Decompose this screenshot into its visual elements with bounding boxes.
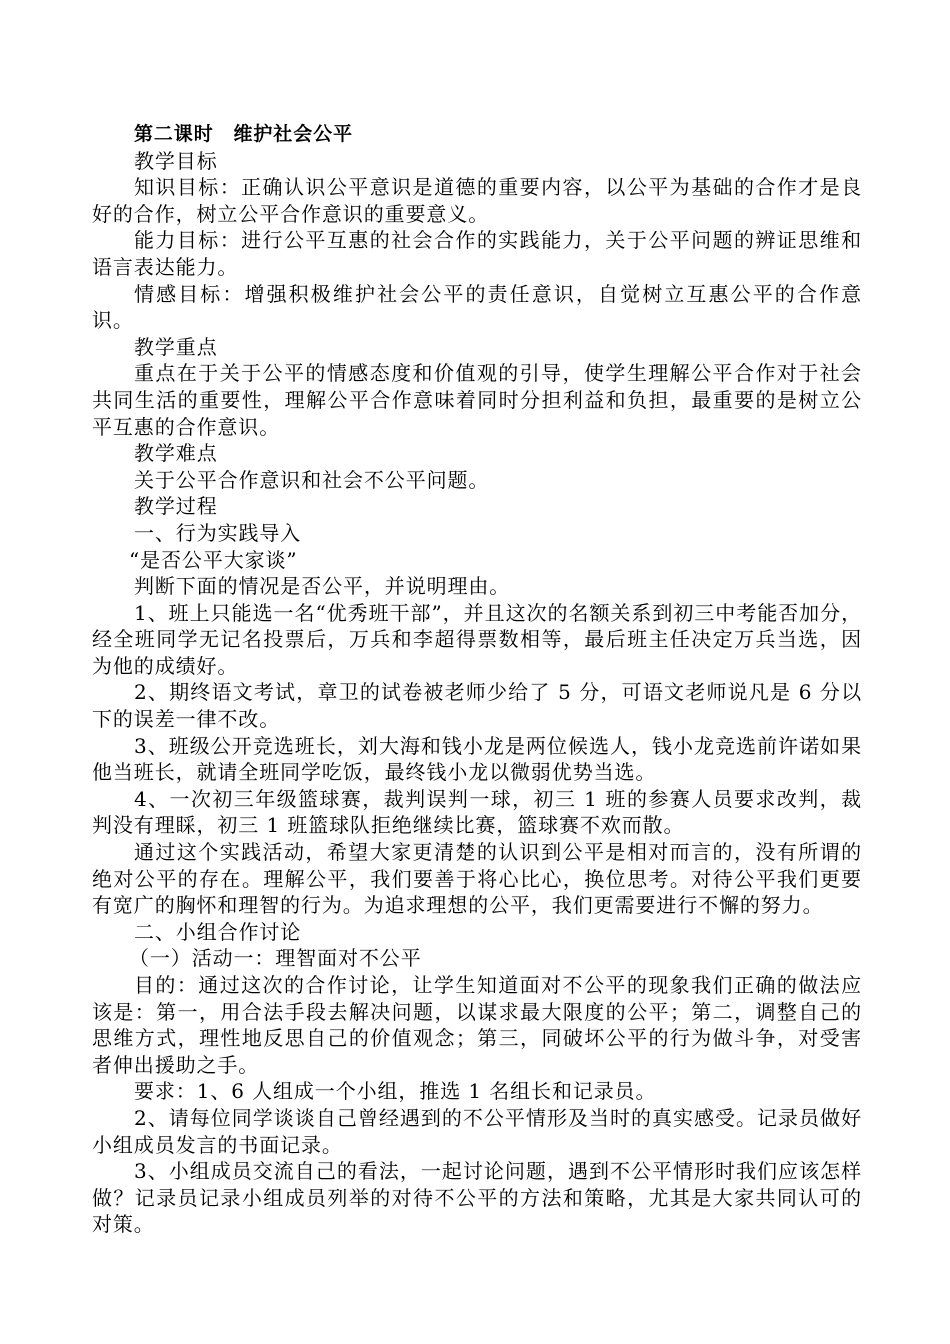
activity-one-heading: （一）活动一：理智面对不公平 [129, 946, 422, 971]
case-item-1: 1、班上只能选一名“优秀班干部”，并且这次的名额关系到初三中考能否加分，经全班同学无记名投票后，万兵和李超得票数相等，最后班主任决定万兵当选，因为他的成绩好。 [92, 600, 862, 678]
ability-goal: 能力目标：进行公平互惠的社会合作的实践能力，关于公平问题的辨证思维和语言表达能力。 [92, 228, 862, 279]
case-item-4: 4、一次初三年级篮球赛，裁判误判一球，初三 1 班的参赛人员要求改判，裁判没有理睬，初三 1 班篮球队拒绝继续比赛，篮球赛不欢而散。 [92, 786, 862, 838]
emotion-goal: 情感目标：增强积极维护社会公平的责任意识，自觉树立互惠公平的合作意识。 [92, 281, 862, 333]
case-item-2: 2、期终语文考试，章卫的试卷被老师少给了 5 分，可语文老师说凡是 6 分以下的误差一律不改。 [92, 680, 862, 732]
document-page [92, 121, 862, 1238]
heading-difficulties: 教学难点 [134, 441, 218, 466]
difficulties-text: 关于公平合作意识和社会不公平问题。 [134, 467, 490, 492]
heading-process: 教学过程 [134, 494, 218, 519]
requirement-1: 要求：1、6 人组成一个小组，推选 1 名组长和记录员。 [134, 1079, 657, 1104]
key-points-text: 重点在于关于公平的情感态度和价值观的引导，使学生理解公平合作对于社会共同生活的重要性，理解公平合作意味着同时分担利益和负担，最重要的是树立公平互惠的合作意识。 [92, 361, 862, 439]
instruction-text: 判断下面的情况是否公平，并说明理由。 [134, 574, 511, 599]
section-two-heading: 二、小组合作讨论 [134, 919, 302, 944]
summary-text: 通过这个实践活动，希望大家更清楚的认识到公平是相对而言的，没有所谓的绝对公平的存在。理解公平，我们要善于将心比心，换位思考。对待公平我们更要有宽广的胸怀和理智的行为。为追求理想的公平，我们更需要进行不懈的努力。 [92, 840, 862, 918]
lesson-title: 第二课时 维护社会公平 [134, 123, 353, 145]
section-one-heading: 一、行为实践导入 [134, 520, 302, 545]
requirement-2: 2、请每位同学谈谈自己曾经遇到的不公平情形及当时的真实感受。记录员做好小组成员发言的书面记录。 [92, 1105, 862, 1157]
purpose-text: 目的：通过这次的合作讨论，让学生知道面对不公平的现象我们正确的做法应该是：第一，用合法手段去解决问题，以谋求最大限度的公平；第二，调整自己的思维方式，理性地反思自己的价值观念；第三，同破坏公平的行为做斗争，对受害者伸出援助之手。 [92, 973, 862, 1077]
knowledge-goal: 知识目标：正确认识公平意识是道德的重要内容，以公平为基础的合作才是良好的合作，树立公平合作意识的重要意义。 [92, 175, 862, 226]
heading-teaching-goals: 教学目标 [134, 148, 218, 173]
activity-quote: “是否公平大家谈” [129, 547, 298, 572]
heading-key-points: 教学重点 [134, 334, 218, 359]
case-item-3: 3、班级公开竞选班长，刘大海和钱小龙是两位候选人，钱小龙竞选前许诺如果他当班长，就请全班同学吃饭，最终钱小龙以微弱优势当选。 [92, 733, 862, 785]
requirement-3: 3、小组成员交流自己的看法，一起讨论问题，遇到不公平情形时我们应该怎样做？记录员记录小组成员列举的对待不公平的方法和策略，尤其是大家共同认可的对策。 [92, 1159, 862, 1237]
